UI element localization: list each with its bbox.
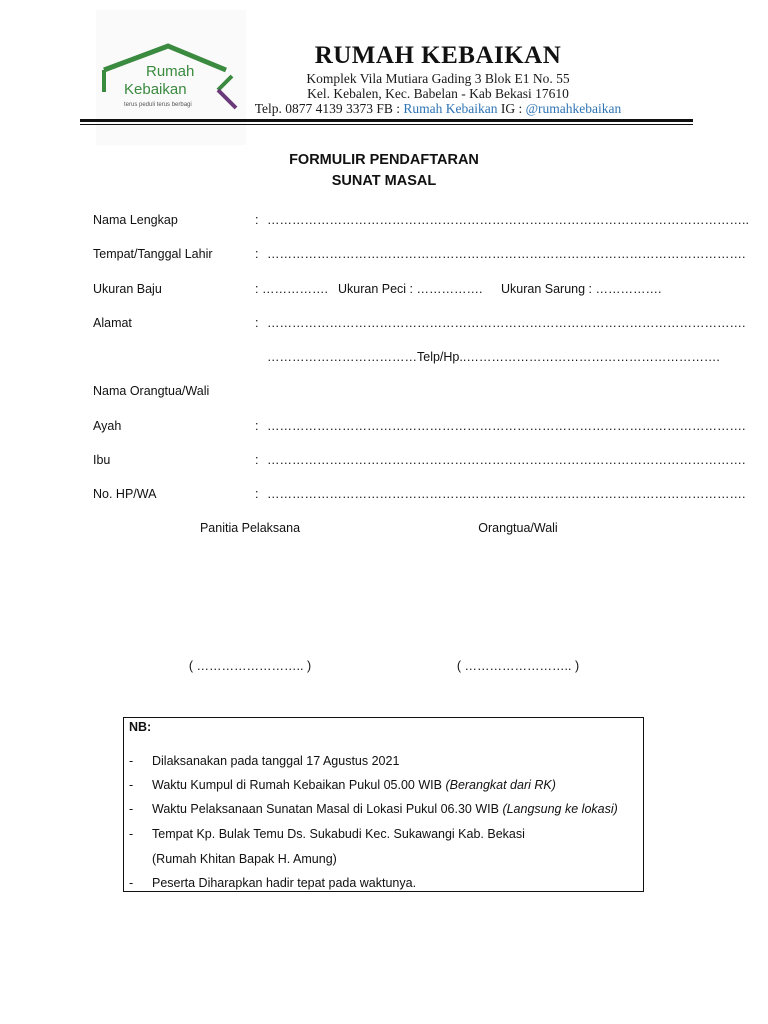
field-ayah[interactable]: ……………………………………………………………………………………………………. <box>267 419 746 433</box>
label-alamat: Alamat <box>93 316 132 330</box>
facebook-link[interactable]: Rumah Kebaikan <box>403 101 498 116</box>
bullet-dash: - <box>129 827 134 841</box>
field-alamat[interactable]: ……………………………………………………………………………………………………. <box>267 316 746 330</box>
logo-tagline: terus peduli terus berbagi <box>124 102 192 108</box>
bullet-dash: - <box>129 754 134 768</box>
note-item-4: Tempat Kp. Bulak Temu Ds. Sukabudi Kec. Sukawangi Kab. Bekasi <box>152 827 525 841</box>
address-line-1: Komplek Vila Mutiara Gading 3 Blok E1 No. 55 <box>306 71 570 86</box>
label-tempat-tanggal-lahir: Tempat/Tanggal Lahir <box>93 247 213 261</box>
signature-blank-orangtua[interactable]: ( …………………….. ) <box>456 659 580 673</box>
colon: : <box>255 419 259 433</box>
contact-ig-label: IG : <box>497 101 526 116</box>
form-title: FORMULIR PENDAFTARAN <box>289 152 479 168</box>
organization-name: RUMAH KEBAIKAN <box>314 42 562 69</box>
note-item-3: Waktu Pelaksanaan Sunatan Masal di Lokasi Pukul 06.30 WIB (Langsung ke lokasi) <box>152 802 618 816</box>
label-ukuran-baju: Ukuran Baju <box>93 282 162 296</box>
colon: : <box>255 316 259 330</box>
form-subtitle: SUNAT MASAL <box>331 173 437 189</box>
notes-heading: NB: <box>129 720 152 734</box>
header-divider-thick <box>80 119 693 122</box>
field-tempat-tanggal-lahir[interactable]: ……………………………………………………………………………………………………. <box>267 247 746 261</box>
label-ayah: Ayah <box>93 419 122 433</box>
header-divider-thin <box>80 124 693 125</box>
signature-label-panitia: Panitia Pelaksana <box>199 521 301 535</box>
note-item-2: Waktu Kumpul di Rumah Kebaikan Pukul 05.00 WIB (Berangkat dari RK) <box>152 778 556 792</box>
instagram-link[interactable]: @rumahkebaikan <box>525 101 622 116</box>
field-alamat-telp[interactable]: ………………………………Telp/Hp..……………………………………………………. <box>267 350 720 364</box>
colon: : <box>255 453 259 467</box>
note-item-5: Peserta Diharapkan hadir tepat pada waktunya. <box>152 876 417 890</box>
field-no-hp[interactable]: ……………………………………………………………………………………………………. <box>267 487 746 501</box>
field-ukuran-baju[interactable]: : ……………. <box>255 282 328 296</box>
contact-line <box>250 101 626 117</box>
logo-text-line2: Kebaikan <box>124 81 187 98</box>
signature-label-orangtua: Orangtua/Wali <box>478 521 558 535</box>
label-no-hp: No. HP/WA <box>93 487 157 501</box>
field-ibu[interactable]: ……………………………………………………………………………………………………. <box>267 453 746 467</box>
colon: : <box>255 247 259 261</box>
address-line-2: Kel. Kebalen, Kec. Babelan - Kab Bekasi 17610 <box>307 86 569 101</box>
note-item-4-continued: (Rumah Khitan Bapak H. Amung) <box>152 852 337 866</box>
field-ukuran-sarung[interactable]: Ukuran Sarung : ……………. <box>501 282 662 296</box>
label-ibu: Ibu <box>93 453 111 467</box>
contact-phone: Telp. 0877 4139 3373 FB : <box>254 101 404 116</box>
field-ukuran-peci[interactable]: Ukuran Peci : ……………. <box>338 282 483 296</box>
signature-blank-panitia[interactable]: ( …………………….. ) <box>188 659 312 673</box>
label-nama-orangtua: Nama Orangtua/Wali <box>93 384 210 398</box>
colon: : <box>255 213 259 227</box>
logo-text-line1: Rumah <box>146 63 195 80</box>
bullet-dash: - <box>129 778 134 792</box>
note-item-1: Dilaksanakan pada tanggal 17 Agustus 2021 <box>152 754 400 768</box>
colon: : <box>255 487 259 501</box>
field-nama-lengkap[interactable]: …………………………………………………………………………………………………….. <box>267 213 749 227</box>
bullet-dash: - <box>129 876 134 890</box>
bullet-dash: - <box>129 802 134 816</box>
label-nama-lengkap: Nama Lengkap <box>93 213 178 227</box>
